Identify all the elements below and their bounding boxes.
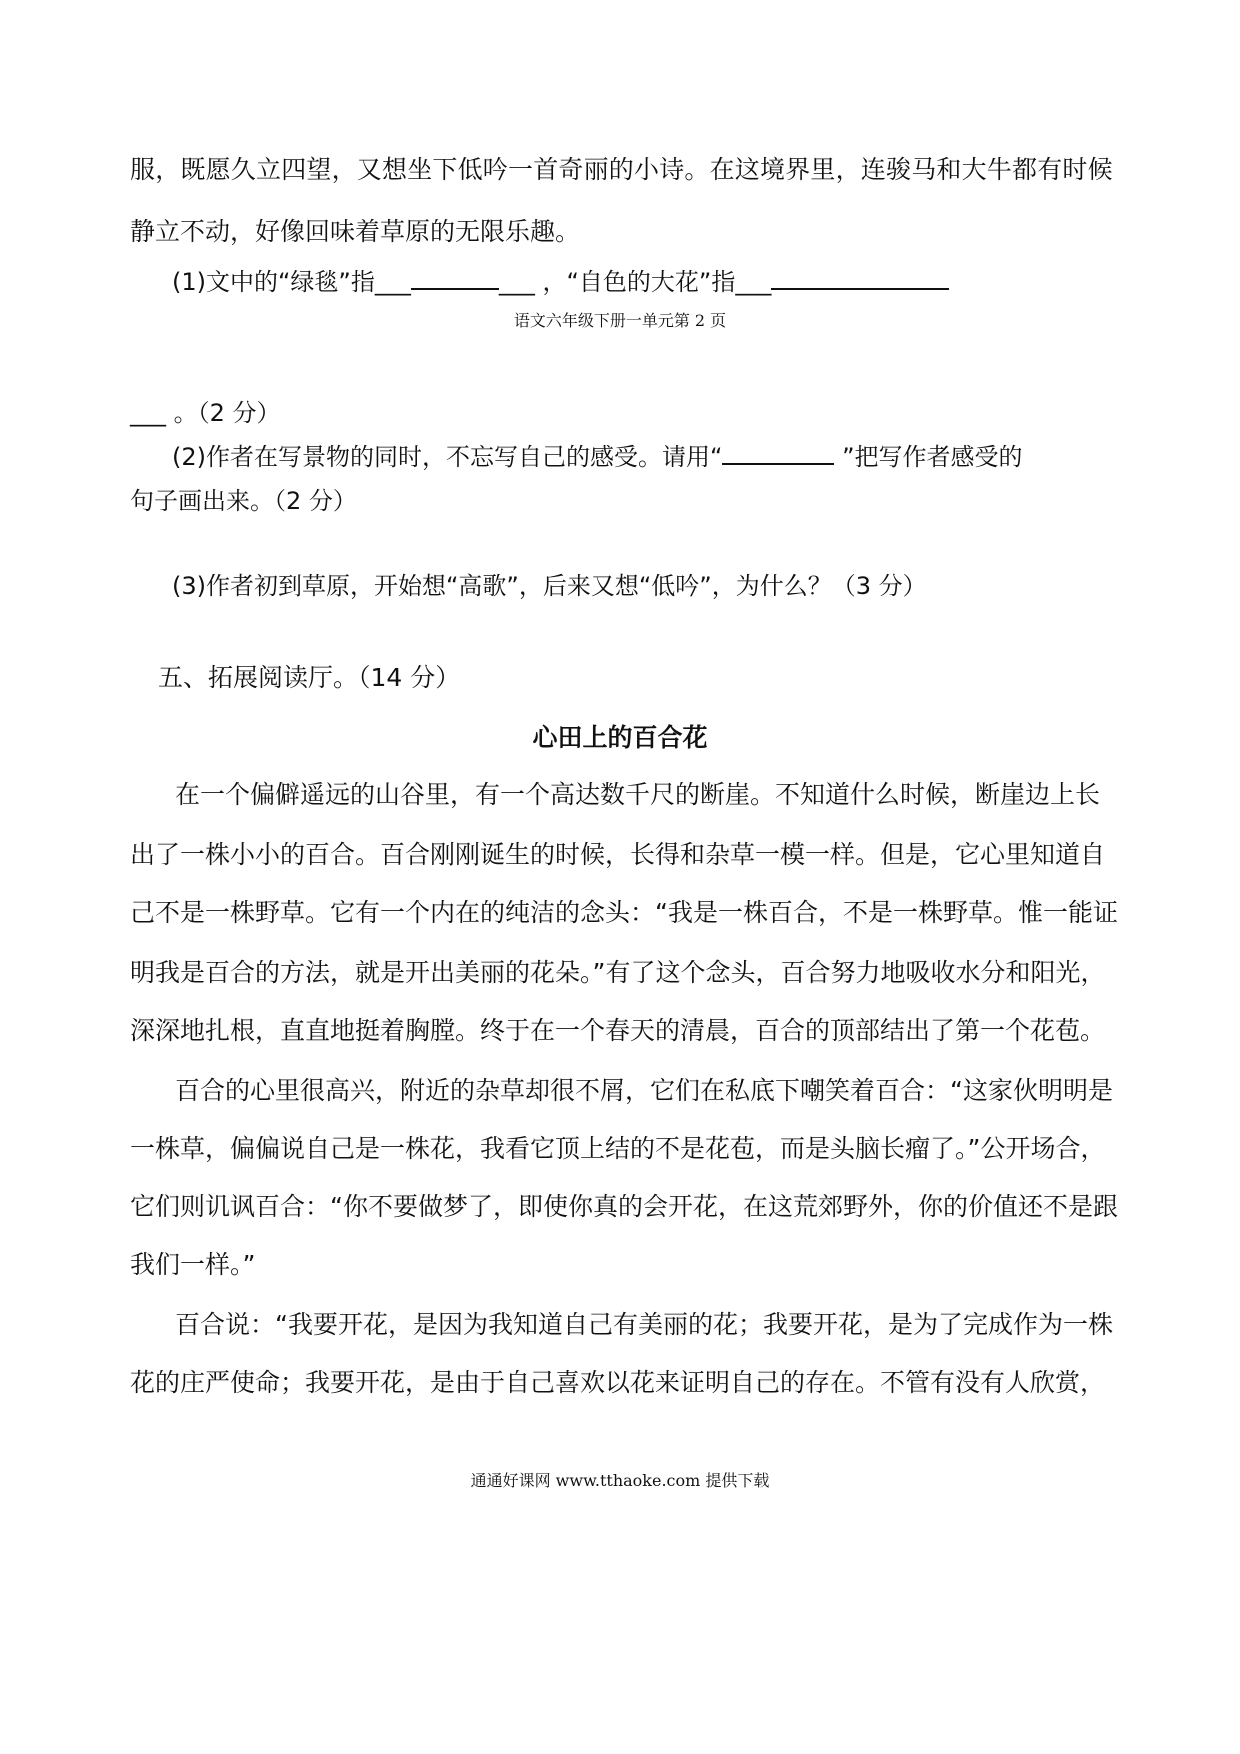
question-1-text: (1)文中的“绿毯”指___ <box>172 268 411 296</box>
download-footer: 通通好课网 www.tthaoke.com 提供下载 <box>470 1471 770 1490</box>
section-heading: 五、拓展阅读厅。（14 分） <box>158 663 461 692</box>
passage-line: 静立不动，好像回味着草原的无限乐趣。 <box>130 217 581 246</box>
question-1 <box>172 262 949 297</box>
question-2-line2: 句子画出来。（2 分） <box>130 487 357 515</box>
article-line: 出了一株小小的百合。百合刚刚诞生的时候，长得和杂草一模一样。但是，它心里知道自 <box>130 840 1106 869</box>
article-title: 心田上的百合花 <box>532 723 708 752</box>
question-2 <box>172 437 1023 472</box>
article-line: 己不是一株野草。它有一个内在的纯洁的念头：“我是一株百合，不是一株野草。惟一能证 <box>130 898 1118 927</box>
page-footer: 语文六年级下册一单元第 2 页 <box>513 311 727 330</box>
article-line: 深深地扎根，直直地挺着胸膛。终于在一个春天的清晨，百合的顶部结出了第一个花苞。 <box>130 1016 1106 1045</box>
article-line: 百合的心里很高兴，附近的杂草却很不屑，它们在私底下嘲笑着百合：“这家伙明明是 <box>175 1076 1113 1105</box>
question-1-continued: ___ 。（2 分） <box>130 399 281 427</box>
answer-blank[interactable] <box>722 441 834 465</box>
answer-blank[interactable] <box>411 266 499 290</box>
question-1-text: ___ ，“自色的大花”指___ <box>498 268 772 296</box>
article-line: 花的庄严使命；我要开花，是由于自己喜欢以花来证明自己的存在。不管有没有人欣赏， <box>130 1368 1106 1397</box>
article-line: 在一个偏僻遥远的山谷里，有一个高达数千尺的断崖。不知道什么时候，断崖边上长 <box>175 780 1101 809</box>
article-line: 我们一样。” <box>130 1250 256 1279</box>
article-line: 百合说：“我要开花，是因为我知道自己有美丽的花；我要开花，是为了完成作为一株 <box>175 1310 1113 1339</box>
answer-blank[interactable] <box>771 266 949 290</box>
article-line: 它们则讥讽百合：“你不要做梦了，即使你真的会开花，在这荒郊野外，你的价值还不是跟 <box>130 1192 1118 1221</box>
question-2-text: ”把写作者感受的 <box>834 443 1023 471</box>
question-3: (3)作者初到草原，开始想“高歌”，后来又想“低吟”，为什么？（3 分） <box>172 572 927 600</box>
passage-line: 服，既愿久立四望，又想坐下低吟一首奇丽的小诗。在这境界里，连骏马和大牛都有时候 <box>130 155 1113 184</box>
question-2-text: (2)作者在写景物的同时，不忘写自己的感受。请用“ <box>172 443 723 471</box>
article-line: 明我是百合的方法，就是开出美丽的花朵。”有了这个念头，百合努力地吸收水分和阳光， <box>130 958 1106 987</box>
article-line: 一株草，偏偏说自己是一株花，我看它顶上结的不是花苞，而是头脑长瘤了。”公开场合， <box>130 1134 1106 1163</box>
